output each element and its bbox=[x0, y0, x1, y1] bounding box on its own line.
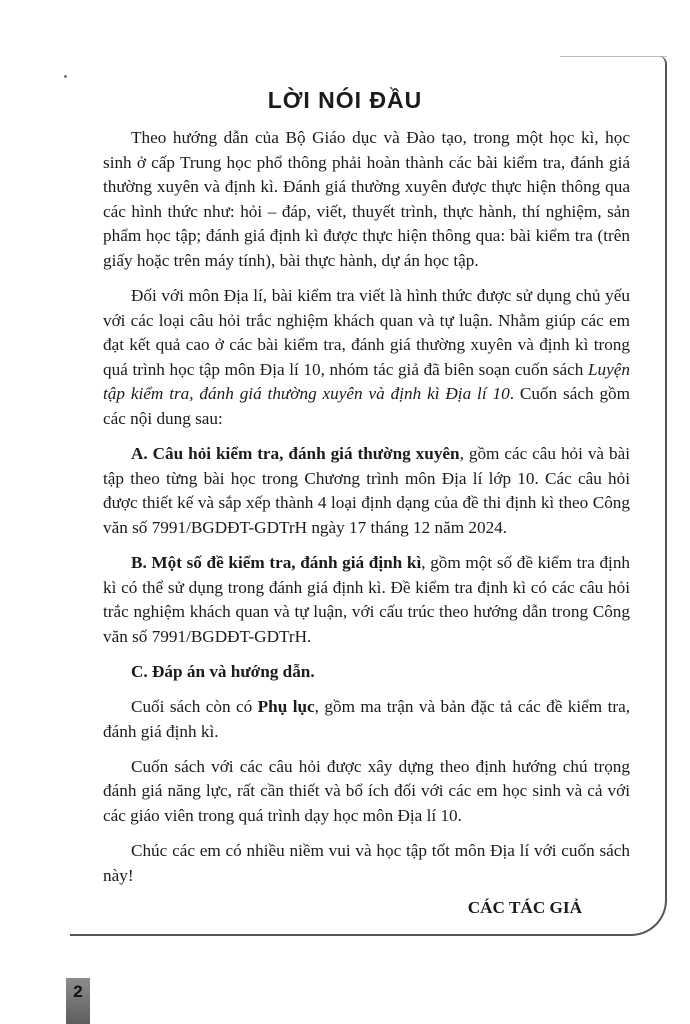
appendix-text-end: , gồm ma trận và bản đặc tả các đề kiểm tra, đánh giá định kì. bbox=[103, 696, 630, 741]
paragraph-section-c bbox=[103, 660, 630, 685]
paragraph-purpose bbox=[103, 284, 630, 432]
paragraph-section-a bbox=[103, 442, 630, 540]
authors-signature: CÁC TÁC GIẢ bbox=[467, 898, 582, 918]
appendix-text-start: Cuối sách còn có bbox=[131, 696, 258, 716]
section-a-heading: A. Câu hỏi kiểm tra, đánh giá thường xuyên bbox=[131, 444, 460, 464]
stray-dot bbox=[64, 75, 67, 78]
appendix-label: Phụ lục bbox=[257, 696, 315, 716]
paragraph-value: Cuốn sách với các câu hỏi được xây dựng theo định hướng chú trọng đánh giá năng lực, rất cần thiết và bổ ích đối với các em học sinh và cả với các giáo viên trong quá trình dạy học môn Địa lí 10. bbox=[103, 756, 630, 825]
book-title: Luyện tập kiểm tra, đánh giá thường xuyên và định kì Địa lí 10 bbox=[103, 359, 630, 404]
purpose-text-end: . Cuốn sách gồm các nội dung sau: bbox=[103, 384, 631, 429]
preface-body bbox=[103, 126, 630, 931]
purpose-text-start: Đối với môn Địa lí, bài kiểm tra viết là hình thức được sử dụng chủ yếu với các loại câu hỏi trắc nghiệm khách quan và tự luận. Nhằm giúp các em đạt kết quả cao ở các bài kiểm tra, đánh giá thường xuyên và định kì trong quá trình học tập môn Địa lí 10, nhóm tác giả đã biên soạn cuốn sách bbox=[103, 286, 630, 379]
section-b-text: , gồm một số đề kiểm tra định kì có thể sử dụng trong đánh giá định kì. Đề kiểm tra định kì có các câu hỏi trắc nghiệm khách quan và tự luận, với cấu trúc theo hướng dẫn trong Công văn số 7991/BGDĐT-GDTrH. bbox=[103, 553, 631, 646]
section-c-heading: C. Đáp án và hướng dẫn. bbox=[131, 661, 315, 681]
section-a-text: , gồm các câu hỏi và bài tập theo từng bài học trong Chương trình môn Địa lí lớp 10. Các câu hỏi được thiết kế và sắp xếp thành 4 loại định dạng của đề thi định kì theo Công văn số 7991/BGDĐT-GDTrH ngày 17 tháng 12 năm 2024. bbox=[103, 444, 630, 537]
section-b-heading: B. Một số đề kiểm tra, đánh giá định kì bbox=[131, 553, 422, 572]
page-number: 2 bbox=[73, 982, 83, 1001]
paragraph-section-b bbox=[103, 551, 630, 649]
paragraph-intro: Theo hướng dẫn của Bộ Giáo dục và Đào tạo, trong một học kì, học sinh ở cấp Trung học phổ thông phải hoàn thành các bài kiểm tra, đánh giá thường xuyên và định kì. Đánh giá thường xuyên được thực hiện thông qua các hình thức như: hỏi – đáp, viết, thuyết trình, thực hành, thí nghiệm, sản phẩm học tập; đánh giá định kì được thực hiện thông qua: bài kiểm tra (trên giấy hoặc trên máy tính), bài thực hành, dự án học tập. bbox=[103, 128, 630, 270]
paragraph-wish: Chúc các em có nhiều niềm vui và học tập tốt môn Địa lí với cuốn sách này! bbox=[103, 840, 630, 885]
page-title: LỜI NÓI ĐẦU bbox=[267, 87, 423, 113]
paragraph-appendix bbox=[103, 695, 630, 744]
